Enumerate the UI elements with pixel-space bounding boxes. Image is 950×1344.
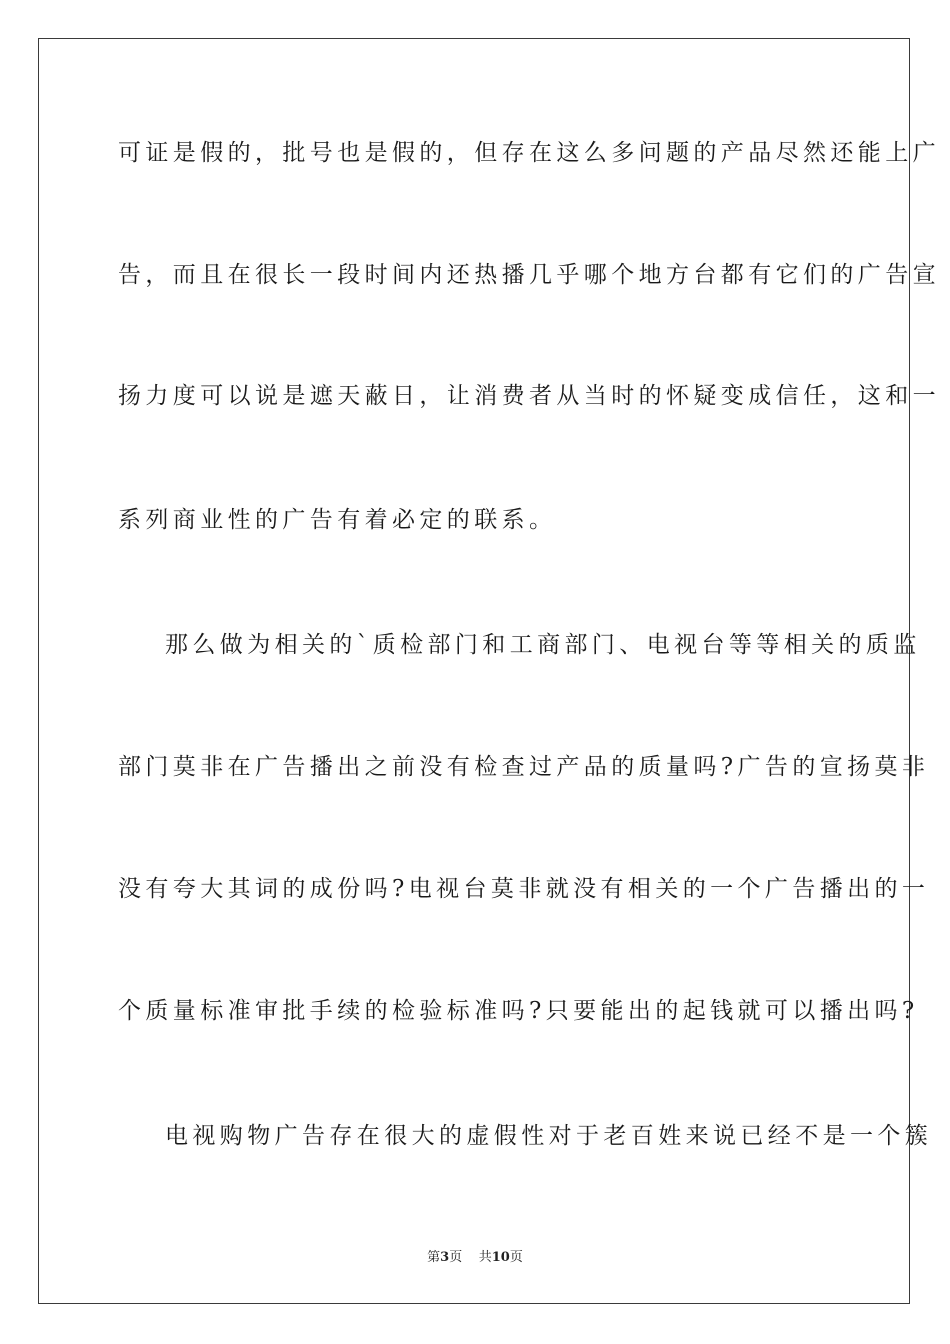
page-prefix: 第 [427, 1250, 441, 1265]
total-prefix: 共 [478, 1250, 492, 1265]
body-line-3: 扬力度可以说是遮天蔽日，让消费者从当时的怀疑变成信任，这和一 [118, 383, 940, 409]
total-pages: 10 [491, 1250, 510, 1265]
body-line-8: 个质量标准审批手续的检验标准吗?只要能出的起钱就可以播出吗? [118, 998, 919, 1024]
body-line-7: 没有夸大其词的成份吗?电视台莫非就没有相关的一个广告播出的一 [118, 876, 930, 902]
body-line-4: 系列商业性的广告有着必定的联系。 [118, 507, 557, 533]
page-number: 3 [440, 1250, 450, 1265]
body-line-1: 可证是假的，批号也是假的，但存在这么多问题的产品尽然还能上广 [118, 140, 940, 166]
body-line-2: 告，而且在很长一段时间内还热播几乎哪个地方台都有它们的广告宣 [118, 262, 940, 288]
page-suffix: 页 [449, 1250, 463, 1265]
body-line-6: 部门莫非在广告播出之前没有检查过产品的质量吗?广告的宣扬莫非 [118, 754, 930, 780]
body-line-9: 电视购物广告存在很大的虚假性对于老百姓来说已经不是一个簇 [165, 1123, 933, 1149]
total-suffix: 页 [509, 1250, 523, 1265]
page-footer [0, 1246, 950, 1265]
page-border [38, 38, 940, 1304]
body-line-5: 那么做为相关的`质检部门和工商部门、电视台等等相关的质监 [165, 632, 921, 658]
